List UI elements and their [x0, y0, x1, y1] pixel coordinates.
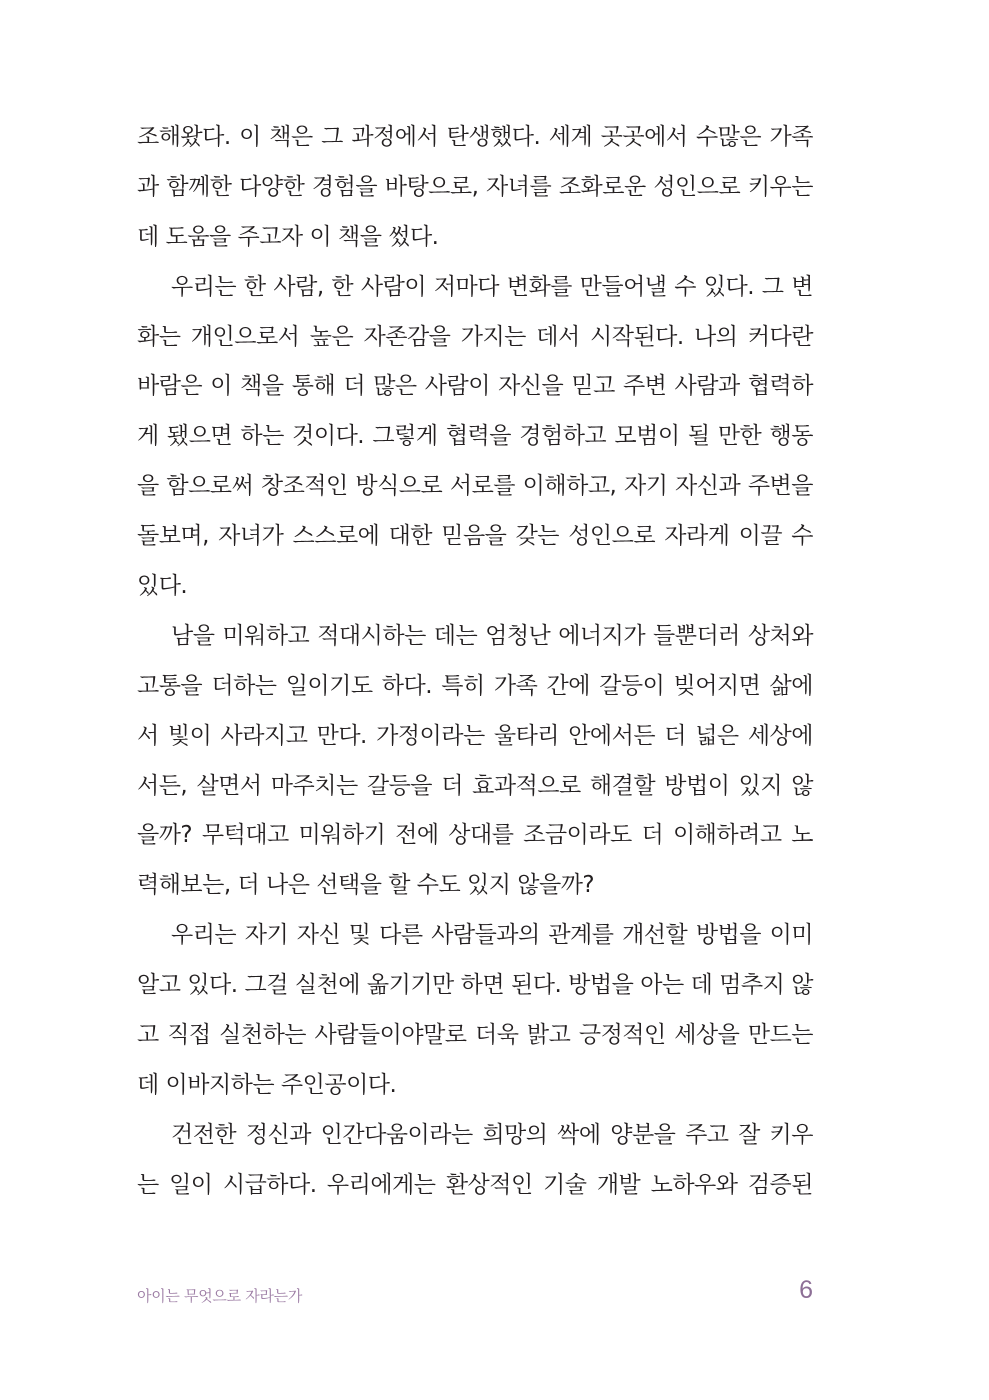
text-line: 알고 있다. 그걸 실천에 옮기기만 하면 된다. 방법을 아는 데 멈추지 않 [137, 972, 813, 999]
body-text [137, 118, 813, 1216]
text-line: 과 함께한 다양한 경험을 바탕으로, 자녀를 조화로운 성인으로 키우는 [137, 173, 813, 200]
paragraph [137, 916, 813, 1116]
text-line: 을 함으로써 창조적인 방식으로 서로를 이해하고, 자기 자신과 주변을 [137, 473, 813, 500]
text-line: 바람은 이 책을 통해 더 많은 사람이 자신을 믿고 주변 사람과 협력하 [137, 373, 813, 400]
text-line: 서든, 살면서 마주치는 갈등을 더 효과적으로 해결할 방법이 있지 않 [137, 772, 813, 799]
text-line: 우리는 자기 자신 및 다른 사람들과의 관계를 개선할 방법을 이미 [171, 922, 813, 949]
page-number: 6 [799, 1276, 813, 1304]
text-line: 고통을 더하는 일이기도 하다. 특히 가족 간에 갈등이 빚어지면 삶에 [137, 672, 813, 699]
paragraph [137, 268, 813, 617]
text-line: 건전한 정신과 인간다움이라는 희망의 싹에 양분을 주고 잘 키우 [171, 1121, 813, 1148]
paragraph [137, 1116, 813, 1216]
text-line: 남을 미워하고 적대시하는 데는 엄청난 에너지가 들뿐더러 상처와 [171, 622, 813, 649]
text-line: 조해왔다. 이 책은 그 과정에서 탄생했다. 세계 곳곳에서 수많은 가족 [137, 124, 813, 150]
text-line: 우리는 한 사람, 한 사람이 저마다 변화를 만들어낼 수 있다. 그 변 [171, 273, 813, 300]
text-line: 게 됐으면 하는 것이다. 그렇게 협력을 경험하고 모범이 될 만한 행동 [137, 423, 813, 450]
text-line: 는 일이 시급하다. 우리에게는 환상적인 기술 개발 노하우와 검증된 [137, 1171, 813, 1198]
text-line: 고 직접 실천하는 사람들이야말로 더욱 밝고 긍정적인 세상을 만드는 [137, 1022, 813, 1049]
text-line: 력해보는, 더 나은 선택을 할 수도 있지 않을까? [137, 872, 595, 899]
text-line: 을까? 무턱대고 미워하기 전에 상대를 조금이라도 더 이해하려고 노 [137, 822, 813, 849]
running-footer-book-title: 아이는 무엇으로 자라는가 [137, 1287, 303, 1305]
text-line: 화는 개인으로서 높은 자존감을 가지는 데서 시작된다. 나의 커다란 [137, 323, 813, 350]
text-line: 있다. [137, 573, 188, 600]
paragraph [137, 118, 813, 268]
text-line: 데 도움을 주고자 이 책을 썼다. [137, 223, 439, 250]
text-line: 돌보며, 자녀가 스스로에 대한 믿음을 갖는 성인으로 자라게 이끌 수 [137, 523, 813, 550]
text-line: 데 이바지하는 주인공이다. [137, 1071, 397, 1098]
paragraph [137, 617, 813, 916]
text-line: 서 빛이 사라지고 만다. 가정이라는 울타리 안에서든 더 넓은 세상에 [137, 722, 813, 749]
